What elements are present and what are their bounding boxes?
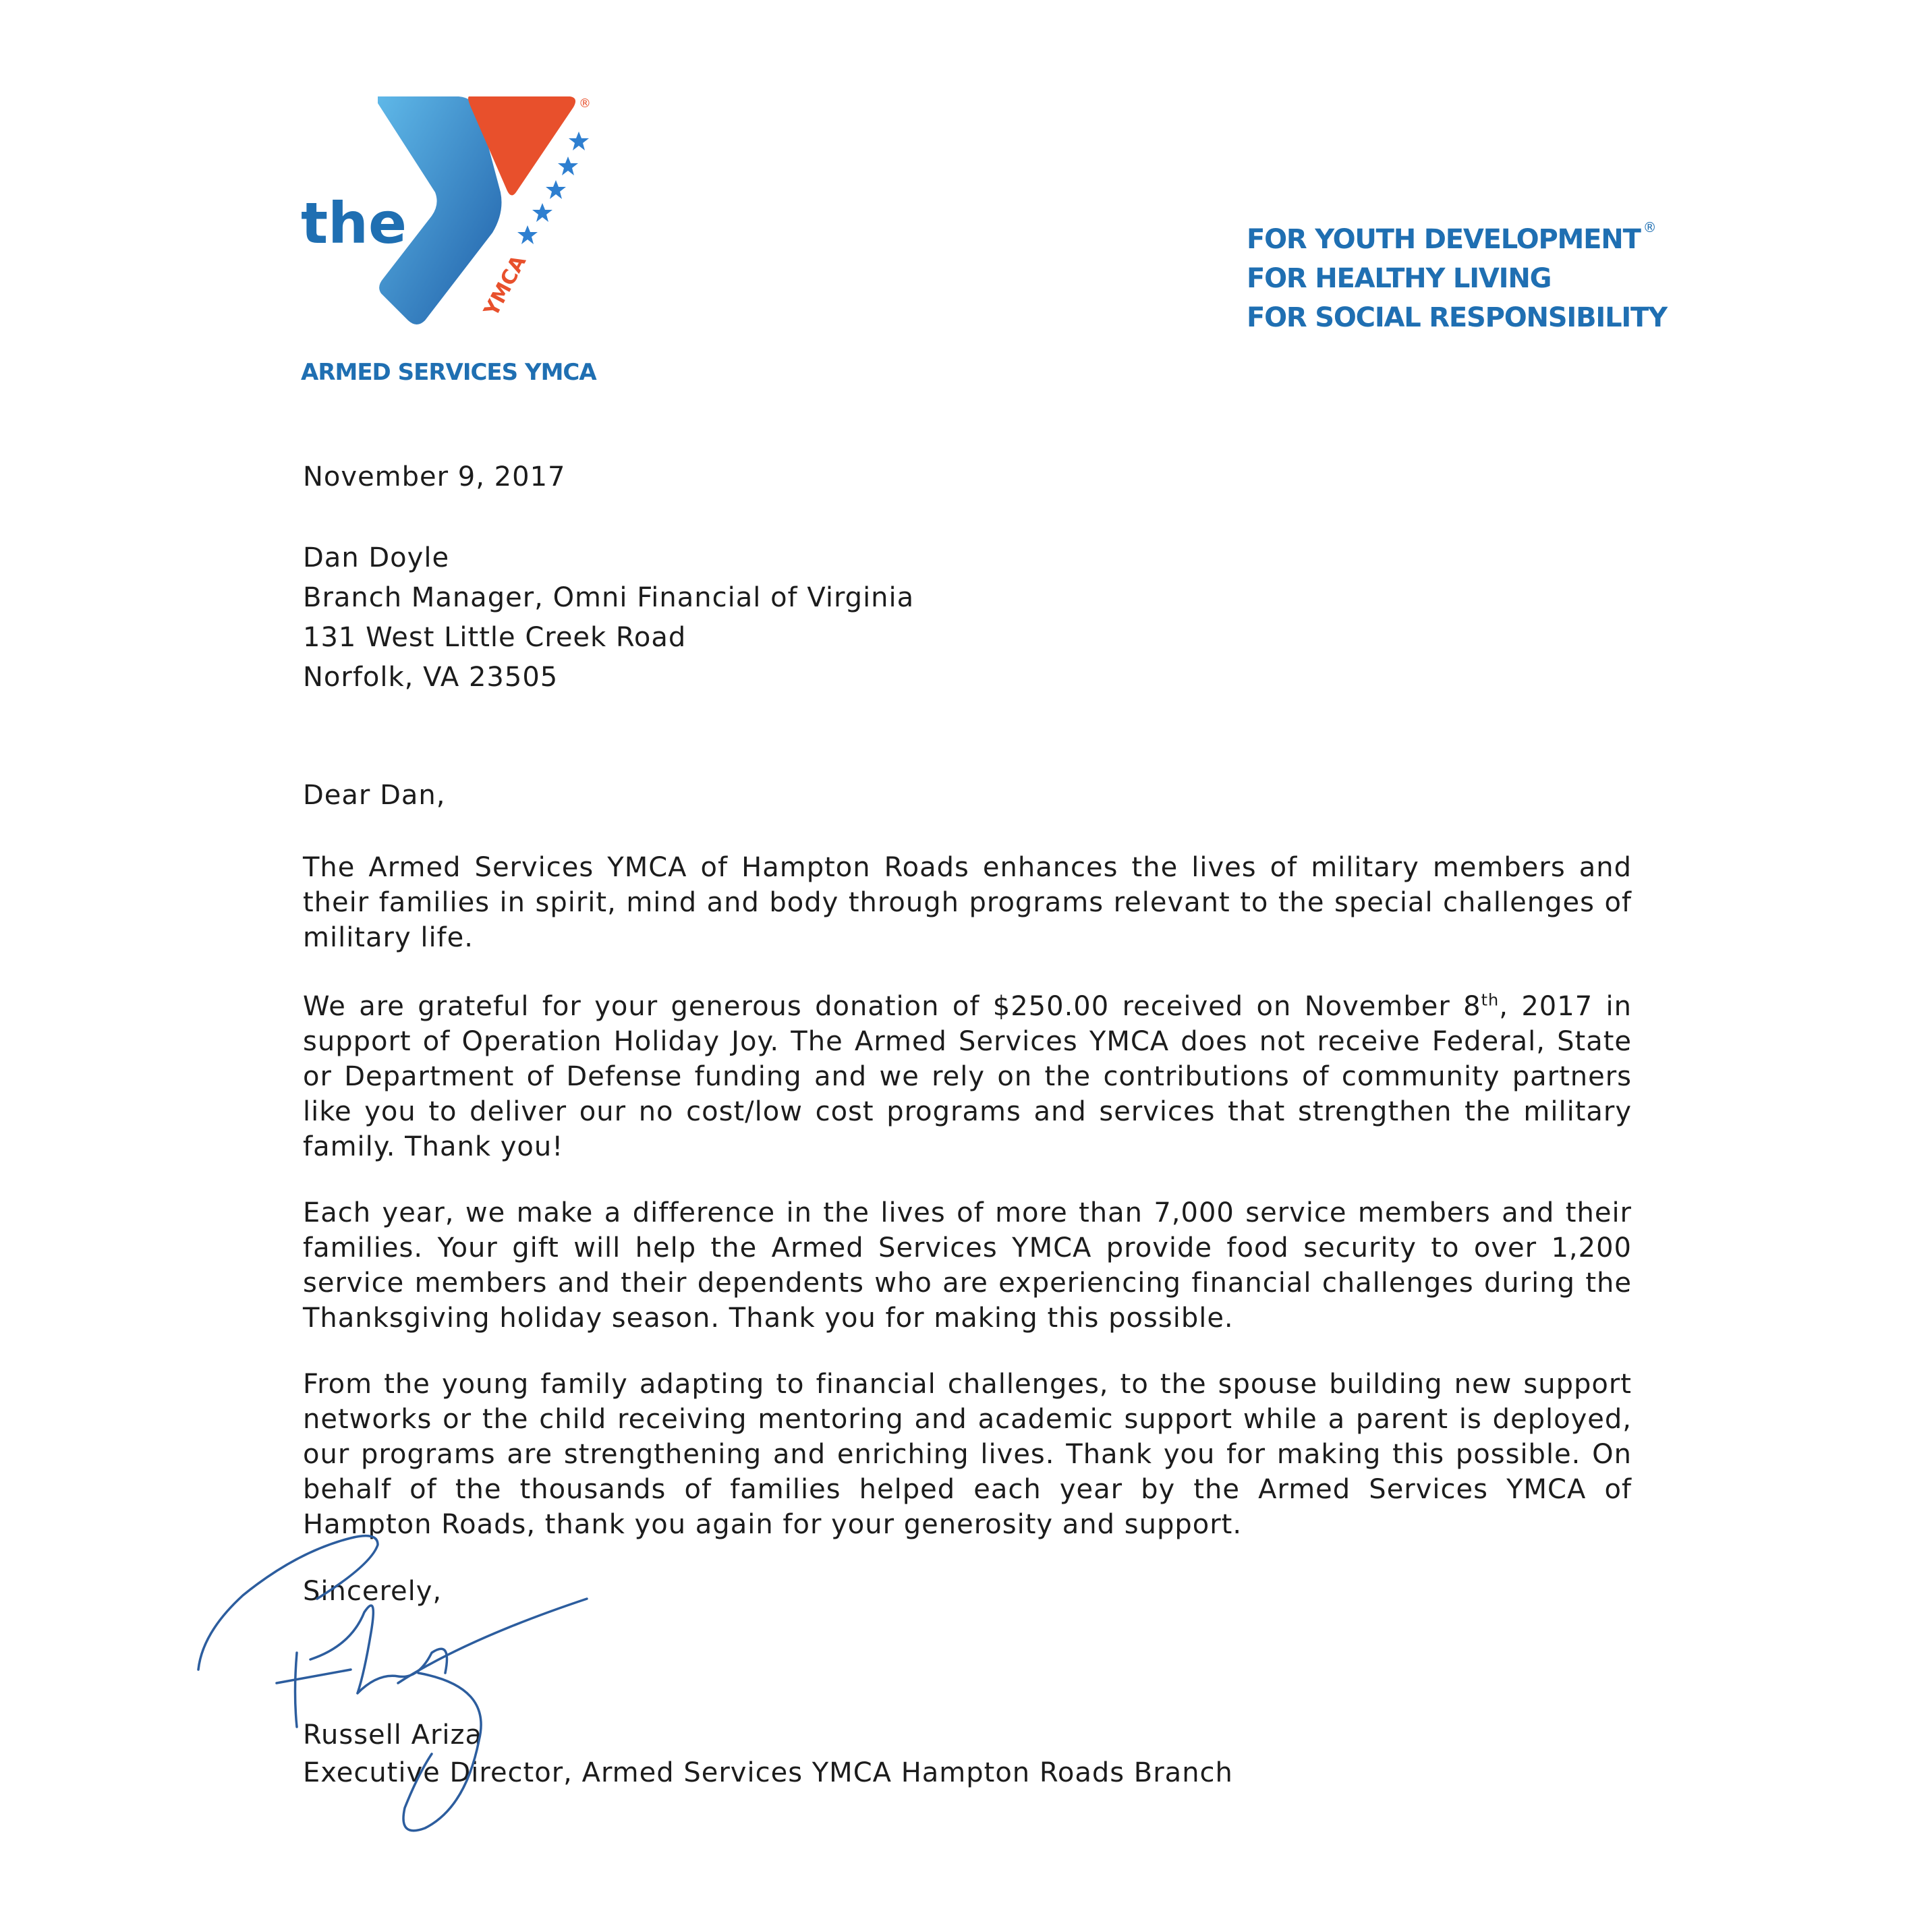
paragraph-thanks: From the young family adapting to financial challenges, to the spouse building new support networks or the child receiving mentoring and academic support while a parent is deployed, our programs are strengthening and enriching lives. Thank you for making this possible. On behalf of the thousands of families helped each year by the Armed Services YMCA of Hampton Roads, thank you again for your generosity and support. (303, 1369, 1632, 1540)
signature-strokes (196, 1525, 600, 1848)
paragraph-impact: Each year, we make a difference in the lives of more than 7,000 service members and their families. Your gift will help the Armed Services YMCA provide food security to over 1,200 service members and their dependents who are experiencing financial challenges during the Thanksgiving holiday season. Thank you for making this possible. (303, 1197, 1632, 1334)
recipient-street: 131 West Little Creek Road (303, 622, 687, 653)
logo-ymca-text: YMCA (479, 252, 532, 320)
salutation: Dear Dan, (303, 780, 446, 811)
mission-line-healthy: FOR HEALTHY LIVING (1247, 263, 1552, 294)
ordinal-suffix: th (1481, 990, 1500, 1010)
star-icon (546, 180, 566, 199)
star-icon (517, 225, 538, 244)
handwritten-signature (196, 1525, 600, 1848)
paragraph-mission: The Armed Services YMCA of Hampton Roads enhances the lives of military members and their families in spirit, mind and body through programs relevant to the special challenges of military life. (303, 852, 1632, 953)
star-icon (569, 132, 589, 150)
recipient-city: Norfolk, VA 23505 (303, 662, 559, 693)
mission-line-youth (1247, 208, 1667, 259)
recipient-name: Dan Doyle (303, 542, 450, 573)
recipient-title: Branch Manager, Omni Financial of Virginia (303, 582, 915, 613)
ymca-logo (297, 91, 594, 331)
logo-the-text: the (301, 190, 407, 256)
paragraph-donation-part2: , 2017 in support of Operation Holiday Joy. The Armed Services YMCA does not receive Federal, State or Department of Defense funding and we rely on the contributions of community partners like you to deliver our no cost/low cost programs and services that strengthen the military family. Thank you! (303, 991, 1632, 1162)
letter-date: November 9, 2017 (303, 461, 566, 492)
mission-statement (1247, 208, 1667, 337)
paragraph-donation-part1: We are grateful for your generous donation of $250.00 received on November 8 (303, 991, 1481, 1022)
signer-title: Executive Director, Armed Services YMCA Hampton Roads Branch (303, 1757, 1233, 1788)
mission-line-social: FOR SOCIAL RESPONSIBILITY (1247, 302, 1667, 333)
ymca-y-logo-graphic (297, 91, 594, 331)
closing: Sincerely, (303, 1576, 443, 1607)
star-icon (532, 203, 552, 222)
recipient-address (303, 538, 914, 698)
mission-line-youth-text: FOR YOUTH DEVELOPMENT (1247, 224, 1641, 255)
star-icon (558, 157, 578, 175)
org-name: ARMED SERVICES YMCA (301, 359, 596, 386)
registered-mark: ® (1643, 219, 1656, 235)
logo-registered-mark: ® (579, 96, 591, 111)
paragraph-donation (303, 989, 1632, 1164)
signer-name: Russell Ariza (303, 1720, 483, 1751)
